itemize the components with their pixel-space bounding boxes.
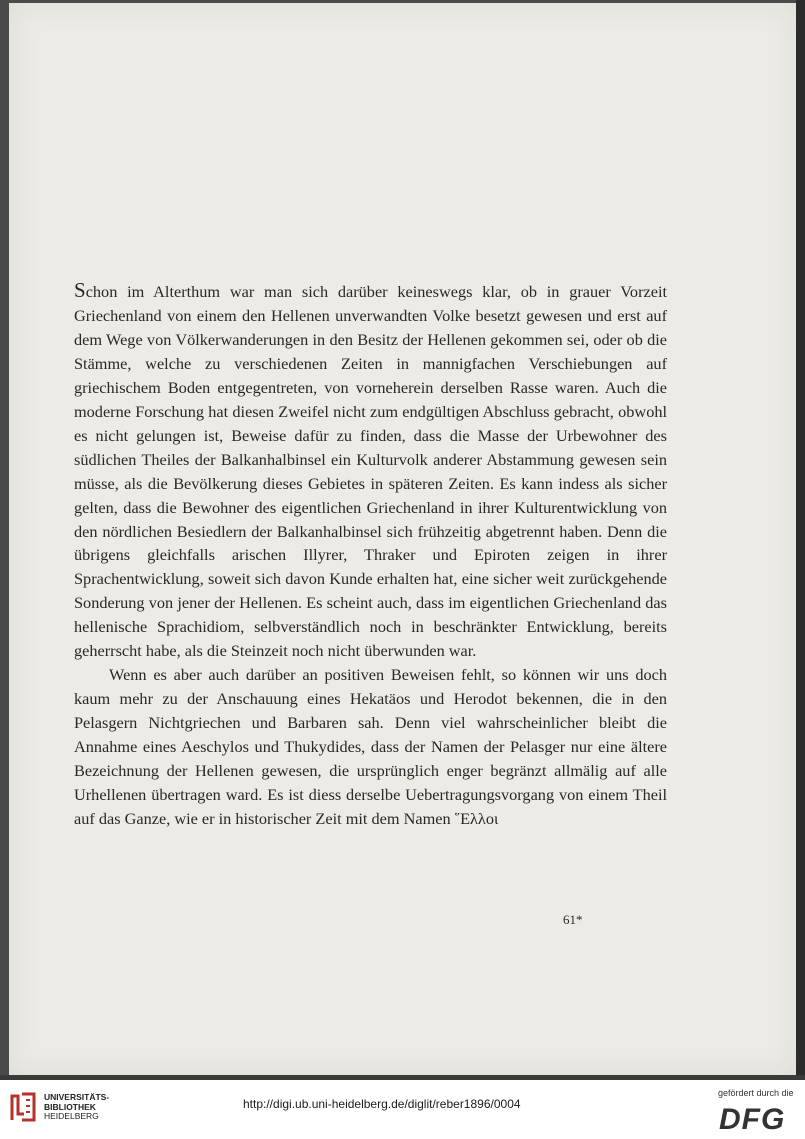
library-name xyxy=(44,1093,109,1122)
paragraph-1-text: chon im Alterthum war man sich darüber keineswegs klar, ob in grauer Vorzeit Griechenland von einem den Hellenen unverwandten Volke besetzt gewesen und erst auf dem Wege von Völkerwanderungen in den Besitz der Hellenen gekommen sei, oder ob die Stämme, welche zu verschiedenen Zeiten in mannigfachen Verschiebungen auf griechischem Boden entgegentreten, von vorneherein derselben Rasse waren. Auch die moderne Forschung hat diesen Zweifel nicht zum endgültigen Abschluss gebracht, obwohl es nicht gelungen ist, Beweise dafür zu finden, dass die Masse der Urbewohner des südlichen Theiles der Balkanhalbinsel ein Kulturvolk anderer Abstammung gewesen sein müsse, als die Bevölkerung dieses Gebietes in späteren Zeiten. Es kann indess als sicher gelten, dass die Bewohner des eigentlichen Griechenland in ihrer Kulturentwicklung von den nördlichen Besiedlern der Balkanhalbinsel sich frühzeitig abgetrennt haben. Denn die übrigens gleichfalls arischen Illyrer, Thraker und Epiroten zeigen in ihrer Sprachentwicklung, soweit sich davon Kunde erhalten hat, eine sicher weit zurückgehende Sonderung von jener der Hellenen. Es scheint auch, dass im eigentlichen Griechenland das hellenische Sprachidiom, selbverständlich noch in beschränkter Entwicklung, bereits geherrscht habe, als die Steinzeit noch nicht überwunden war. xyxy=(74,282,667,661)
permalink-url[interactable]: http://digi.ub.uni-heidelberg.de/diglit/reber1896/0004 xyxy=(243,1097,521,1111)
scan-edge-right xyxy=(796,0,805,1080)
university-library-logo-icon xyxy=(8,1090,38,1124)
library-name-line2: BIBLIOTHEK xyxy=(44,1101,96,1112)
body-text xyxy=(74,279,667,831)
page-number: 61* xyxy=(563,912,583,927)
dfg-caption: gefördert durch die xyxy=(718,1088,794,1098)
paragraph-1 xyxy=(74,279,667,663)
library-name-line3: HEIDELBERG xyxy=(44,1111,99,1121)
drop-capital: S xyxy=(74,278,86,302)
dfg-logo: DFG xyxy=(719,1103,786,1136)
library-name-line1: UNIVERSITÄTS- xyxy=(44,1092,110,1102)
paragraph-2: Wenn es aber auch darüber an positiven Beweisen fehlt, so können wir uns doch kaum mehr zu der Anschauung eines Hekatäos und Herodot bekennen, die in den Pelasgern Nichtgriechen und Barbaren sah. Denn viel wahrscheinlicher bleibt die Annahme eines Aeschylos und Thukydides, dass der Namen der Pelasger nur eine ältere Bezeichnung der Hellenen gewesen, die ursprünglich enger begränzt allmälig auf alle Urhellenen übertragen ward. Es ist diess derselbe Uebertragungsvorgang von einem Theil auf das Ganze, wie er in historischer Zeit mit dem Namen ῞Ελλοι xyxy=(74,665,667,828)
